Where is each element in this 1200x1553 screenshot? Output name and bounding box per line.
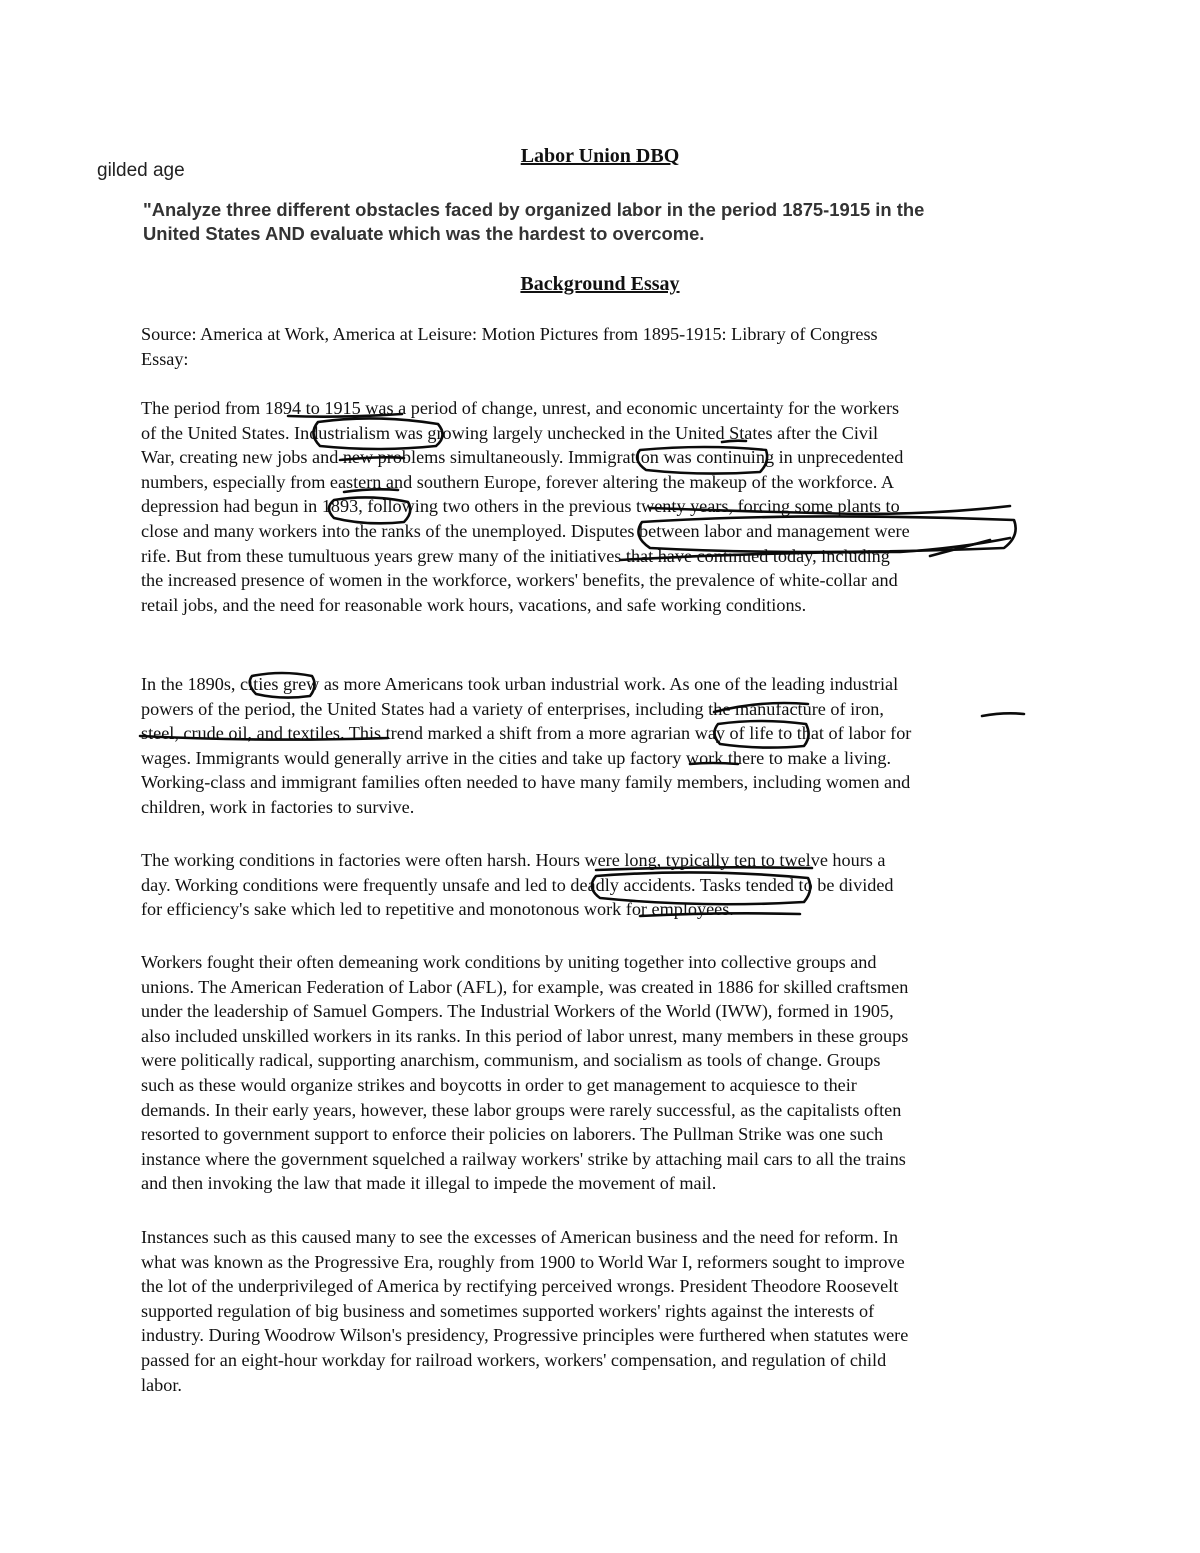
- text-line: of the United States. Industrialism was growing largely unchecked in the United States after the Civil: [141, 422, 879, 443]
- text-line: demands. In their early years, however, these labor groups were rarely successful, as the capitalists often: [141, 1099, 902, 1120]
- source-line: Source: America at Work, America at Leisure: Motion Pictures from 1895-1915: Library of Congress: [141, 324, 878, 344]
- text-line: day. Working conditions were frequently unsafe and led to deadly accidents. Tasks tended to be divided: [141, 874, 894, 895]
- text-line: and then invoking the law that made it illegal to impede the movement of mail.: [141, 1173, 717, 1194]
- text-line: for efficiency's sake which led to repetitive and monotonous work for employees.: [141, 899, 734, 920]
- text-line: retail jobs, and the need for reasonable work hours, vacations, and safe working conditions.: [141, 594, 807, 615]
- text-line: labor.: [141, 1374, 182, 1395]
- text-line: the lot of the underprivileged of America by rectifying perceived wrongs. President Theodore Roosevelt: [141, 1276, 899, 1297]
- text-line: Workers fought their often demeaning work conditions by uniting together into collective groups and: [141, 952, 877, 972]
- paragraph: [141, 848, 1063, 922]
- text-line: instance where the government squelched a railway workers' strike by attaching mail cars to all the trains: [141, 1148, 906, 1169]
- text-line: In the 1890s, cities grew as more Americans took urban industrial work. As one of the leading industrial: [141, 674, 899, 694]
- question-line: United States AND evaluate which was the hardest to overcome.: [143, 223, 705, 244]
- text-line: numbers, especially from eastern and southern Europe, forever altering the makeup of the workforce. A: [141, 471, 894, 492]
- text-line: War, creating new jobs and new problems simultaneously. Immigration was continuing in unprecedented: [141, 447, 904, 468]
- text-line: Instances such as this caused many to see the excesses of American business and the need for reform. In: [141, 1227, 899, 1247]
- paragraph: [141, 672, 1063, 820]
- source-citation: [141, 322, 1063, 371]
- paragraph: [141, 950, 1063, 1196]
- text-line: also included unskilled workers in its ranks. In this period of labor unrest, many members in these groups: [141, 1025, 909, 1046]
- section-heading: Background Essay: [520, 273, 680, 295]
- text-line: passed for an eight-hour workday for railroad workers, workers' compensation, and regulation of child: [141, 1349, 887, 1370]
- text-line: unions. The American Federation of Labor (AFL), for example, was created in 1886 for skilled craftsmen: [141, 976, 909, 997]
- text-line: The working conditions in factories were often harsh. Hours were long, typically ten to twelve hours a: [141, 850, 886, 870]
- text-line: the increased presence of women in the workforce, workers' benefits, the prevalence of white-collar and: [141, 570, 898, 591]
- handwritten-note: gilded age: [97, 160, 185, 181]
- text-line: supported regulation of big business and sometimes supported workers' rights against the interests of: [141, 1300, 875, 1321]
- source-line: Essay:: [141, 348, 189, 369]
- paragraph: [141, 396, 1063, 617]
- text-line: resorted to government support to enforce their policies on laborers. The Pullman Strike was one such: [141, 1124, 884, 1145]
- text-line: such as these would organize strikes and boycotts in order to get management to acquiesce to their: [141, 1074, 857, 1095]
- text-line: children, work in factories to survive.: [141, 796, 415, 817]
- text-line: industry. During Woodrow Wilson's presidency, Progressive principles were furthered when statutes were: [141, 1325, 909, 1346]
- text-line: steel, crude oil, and textiles. This trend marked a shift from a more agrarian way of life to that of labor for: [141, 723, 912, 744]
- text-line: wages. Immigrants would generally arrive in the cities and take up factory work there to make a living.: [141, 747, 891, 768]
- text-line: close and many workers into the ranks of the unemployed. Disputes between labor and management were: [141, 520, 910, 541]
- text-line: under the leadership of Samuel Gompers. The Industrial Workers of the World (IWW), formed in 1905,: [141, 1001, 894, 1022]
- document-title: Labor Union DBQ: [520, 145, 680, 167]
- paragraph: [141, 1225, 1063, 1397]
- text-line: what was known as the Progressive Era, roughly from 1900 to World War I, reformers sought to improve: [141, 1251, 905, 1272]
- question-line: "Analyze three different obstacles faced by organized labor in the period 1875-1915 in the: [143, 199, 925, 220]
- text-line: were politically radical, supporting anarchism, communism, and socialism as tools of change. Groups: [141, 1050, 881, 1071]
- essay-question: [143, 198, 1063, 246]
- text-line: powers of the period, the United States had a variety of enterprises, including the manufacture of iron,: [141, 698, 884, 719]
- text-line: The period from 1894 to 1915 was a period of change, unrest, and economic uncertainty for the workers: [141, 398, 900, 418]
- text-line: Working-class and immigrant families often needed to have many family members, including women and: [141, 772, 911, 793]
- text-line: depression had begun in 1893, following two others in the previous twenty years, forcing some plants to: [141, 496, 900, 517]
- text-line: rife. But from these tumultuous years grew many of the initiatives that have continued today, including: [141, 545, 890, 566]
